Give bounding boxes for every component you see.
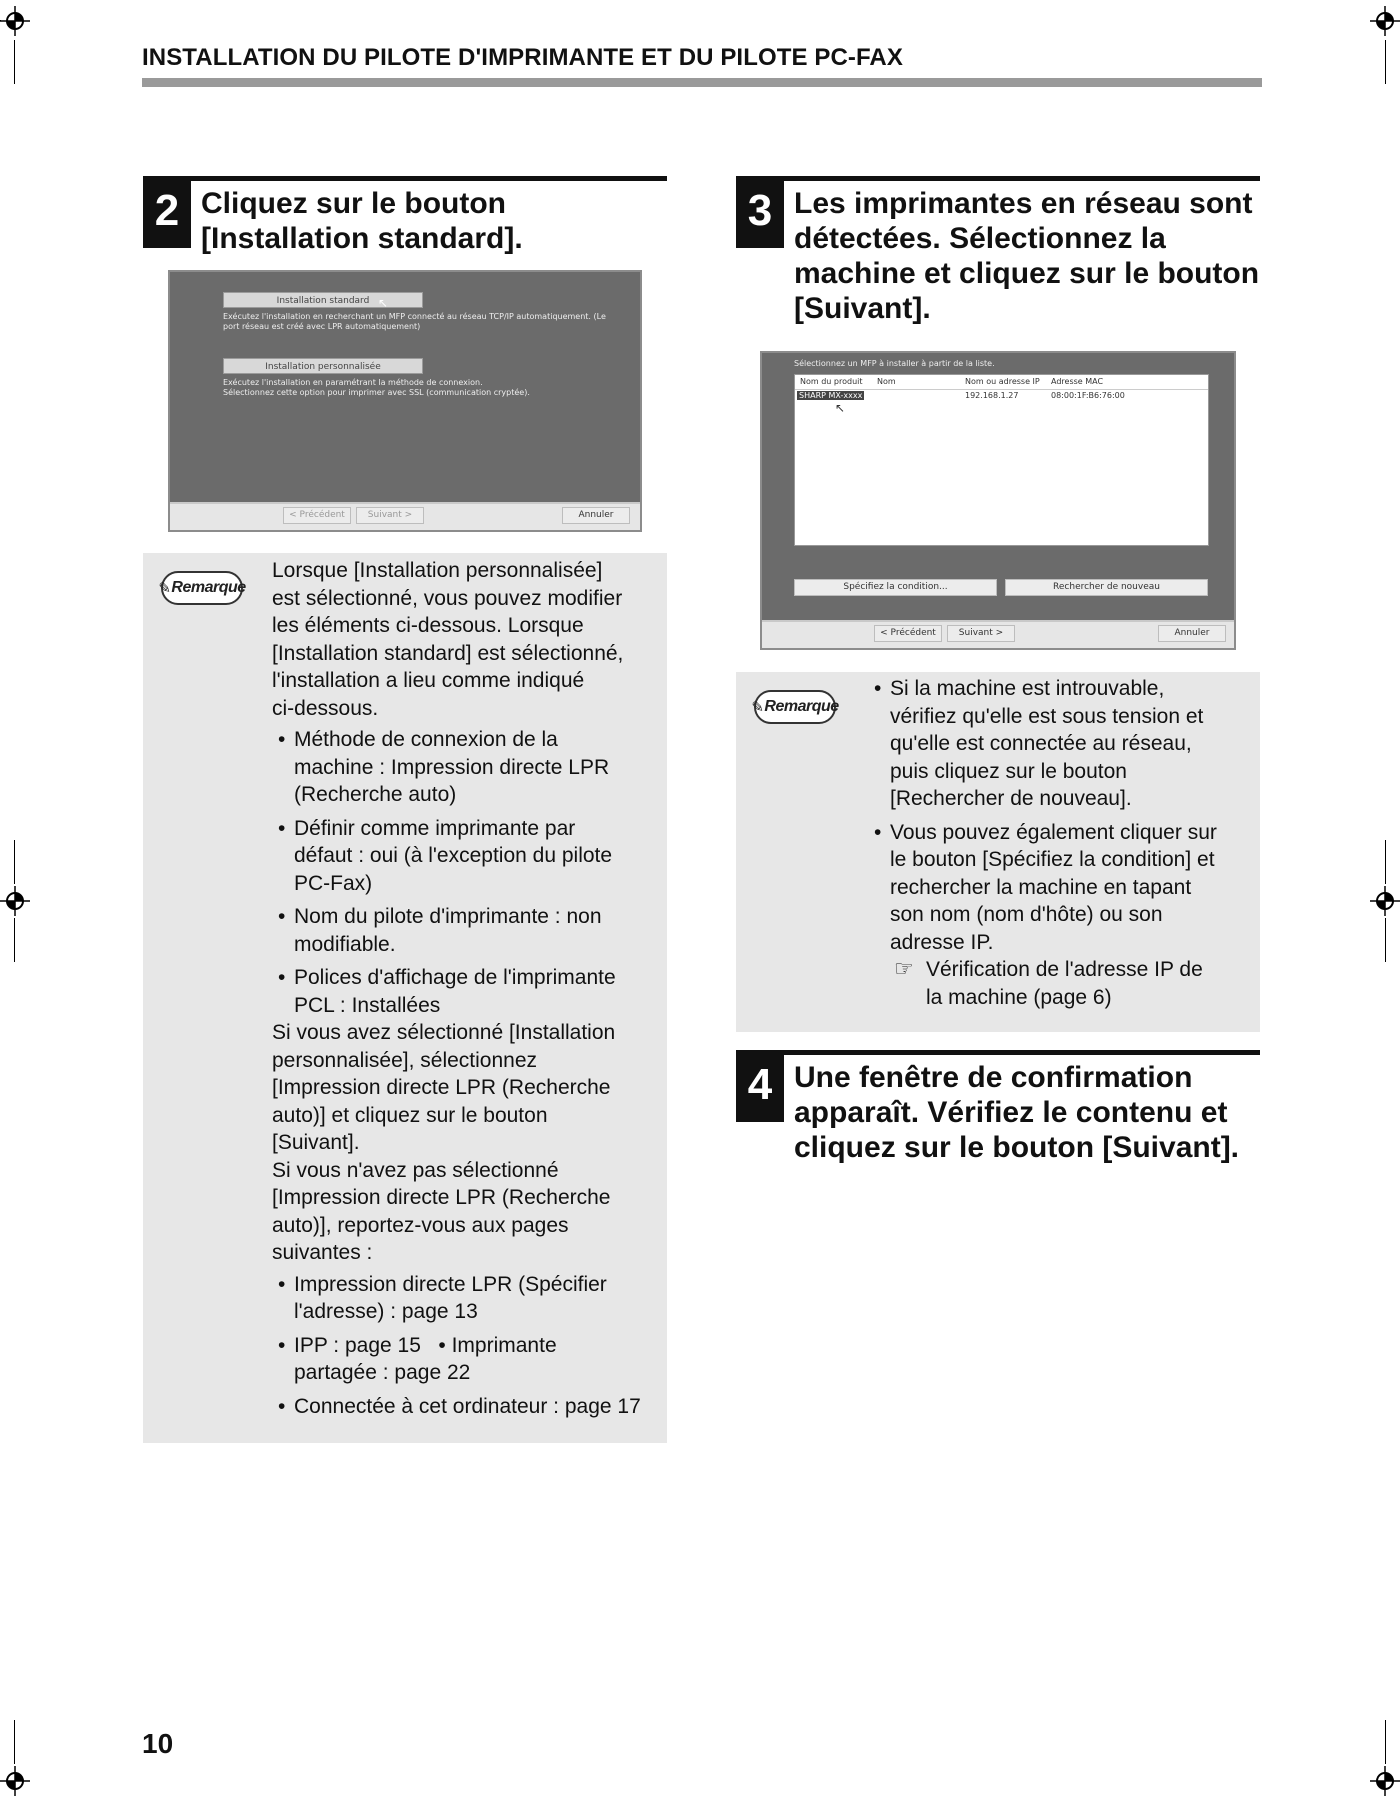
registration-mark <box>1370 886 1400 916</box>
installer-screenshot-setup-type <box>168 270 642 532</box>
list-item: • Vous pouvez également cliquer sur le bouton [Spécifiez la condition] et rechercher la machine en tapant son nom (nom d'hôte) ou son adresse IP. ☞ Vérification de l'adresse IP de la machine (page 6) <box>868 819 1258 1012</box>
specify-condition-button[interactable]: Spécifiez la condition... <box>794 579 997 596</box>
step-4-heading <box>736 1050 1260 1164</box>
registration-mark <box>1370 1766 1400 1796</box>
installation-personnalisee-button[interactable]: Installation personnalisée <box>223 358 423 374</box>
cancel-button[interactable]: Annuler <box>1158 625 1226 642</box>
wizard-nav-bar <box>170 502 640 530</box>
crop-mark <box>14 918 15 962</box>
list-item: • Impression directe LPR (Spécifier l'adresse) : page 13 <box>278 1272 607 1323</box>
registration-mark <box>1370 6 1400 36</box>
page-number: 10 <box>142 1728 174 1759</box>
step-rule <box>143 176 667 181</box>
step-number: 2 <box>143 181 191 248</box>
crop-mark <box>14 40 15 84</box>
next-button[interactable]: Suivant > <box>356 507 424 524</box>
custom-description: Exécutez l'installation en paramétrant la méthode de connexion. Sélectionnez cette option pour imprimer avec SSL (communication cryptée). <box>223 378 530 397</box>
registration-mark <box>0 886 30 916</box>
crop-mark <box>1385 1720 1386 1764</box>
pointing-hand-icon: ☞ <box>894 956 914 981</box>
installation-standard-button[interactable]: Installation standard <box>223 292 423 308</box>
printer-list[interactable] <box>794 374 1209 546</box>
search-again-button[interactable]: Rechercher de nouveau <box>1005 579 1208 596</box>
previous-button[interactable]: < Précédent <box>283 507 351 524</box>
installer-screenshot-printer-list <box>760 351 1236 650</box>
remarque-badge: ✎ Remarque <box>161 571 243 605</box>
note-body: Lorsque [Installation personnalisée] est sélectionné, vous pouvez modifier les éléments ci-dessous. Lorsque [Installation standard] est sélectionné, l'installation a lieu comme indiqué ci-dessous. • Méthode de connexion de la machine : Impression directe LPR (Recherche auto) • Définir comme imprimante par défaut : oui (à l'exception du pilote PC-Fax) • Nom du pilote d'imprimante : non modifiable. • Polices d'affichage de l'imprimante PCL : Installées Si vous avez sélectionné [Installation personnalisée], sélectionnez [Impression directe LPR (Recherche auto)] et cliquez sur le bouton [Suivant]. Si vous n'avez pas sélectionné [Impression directe LPR (Recherche auto)], reportez-vous aux pages suivantes : • Impression directe LPR (Spécifier l'adresse) : page 13 • IPP : page 15 • Imprimante partagée : page 22 • Connectée à cet ordinateur : page 17 <box>272 557 662 1426</box>
list-item: • Si la machine est introuvable, vérifiez qu'elle est sous tension et qu'elle est connectée au réseau, puis cliquez sur le bouton [Rechercher de nouveau]. <box>874 677 1204 810</box>
cancel-button[interactable]: Annuler <box>562 507 630 524</box>
list-item: • Polices d'affichage de l'imprimante PCL : Installées <box>278 966 616 1017</box>
step-rule <box>736 1050 1260 1055</box>
registration-mark <box>0 6 30 36</box>
note-box <box>143 553 667 1443</box>
mouse-cursor-icon: ↖ <box>378 296 389 310</box>
crop-mark <box>14 840 15 884</box>
remarque-badge: ✎ Remarque <box>754 690 836 724</box>
step-number: 3 <box>736 181 784 248</box>
step-number: 4 <box>736 1055 784 1122</box>
list-instruction: Sélectionnez un MFP à installer à partir de la liste. <box>794 359 995 368</box>
running-header: INSTALLATION DU PILOTE D'IMPRIMANTE ET DU PILOTE PC-FAX <box>142 44 903 71</box>
header-rule <box>142 78 1262 87</box>
list-item: • Nom du pilote d'imprimante : non modifiable. <box>278 905 602 956</box>
list-header: Nom du produit Nom Nom ou adresse IP Adresse MAC <box>795 375 1208 390</box>
crop-mark <box>1385 918 1386 962</box>
note-box <box>736 672 1260 1032</box>
step-3-heading <box>736 176 1260 326</box>
wizard-nav-bar <box>762 620 1234 648</box>
next-button[interactable]: Suivant > <box>947 625 1015 642</box>
standard-description: Exécutez l'installation en recherchant un MFP connecté au réseau TCP/IP automatiquement. (Le port réseau est créé avec LPR automatiquement) <box>223 312 606 331</box>
registration-mark <box>0 1766 30 1796</box>
crop-mark <box>14 1720 15 1764</box>
mouse-cursor-icon: ↖ <box>835 401 846 415</box>
list-item: • Connectée à cet ordinateur : page 17 <box>278 1394 641 1418</box>
list-item: • IPP : page 15 • Imprimante partagée : page 22 <box>278 1333 557 1384</box>
pencil-icon: ✎ <box>751 699 764 716</box>
pencil-icon: ✎ <box>158 580 171 597</box>
page-reference: ☞ Vérification de l'adresse IP de la machine (page 6) <box>894 956 1203 1009</box>
note-body <box>868 675 1258 1011</box>
crop-mark <box>1385 840 1386 884</box>
step-text: Les imprimantes en réseau sont détectées. Sélectionnez la machine et cliquez sur le bouton [Suivant]. <box>794 187 1260 325</box>
previous-button[interactable]: < Précédent <box>874 625 942 642</box>
step-2-heading <box>143 176 667 256</box>
step-text: Cliquez sur le bouton [Installation standard]. <box>201 187 523 255</box>
step-rule <box>736 176 1260 181</box>
table-row[interactable]: SHARP MX-xxxx 192.168.1.27 08:00:1F:B6:76:00 <box>799 391 1125 400</box>
list-item: • Méthode de connexion de la machine : Impression directe LPR (Recherche auto) <box>278 728 610 806</box>
list-item: • Définir comme imprimante par défaut : oui (à l'exception du pilote PC-Fax) <box>278 816 613 895</box>
crop-mark <box>1385 40 1386 84</box>
crop-mark <box>0 20 1 21</box>
step-text: Une fenêtre de confirmation apparaît. Vérifiez le contenu et cliquez sur le bouton [Suivant]. <box>794 1061 1240 1164</box>
